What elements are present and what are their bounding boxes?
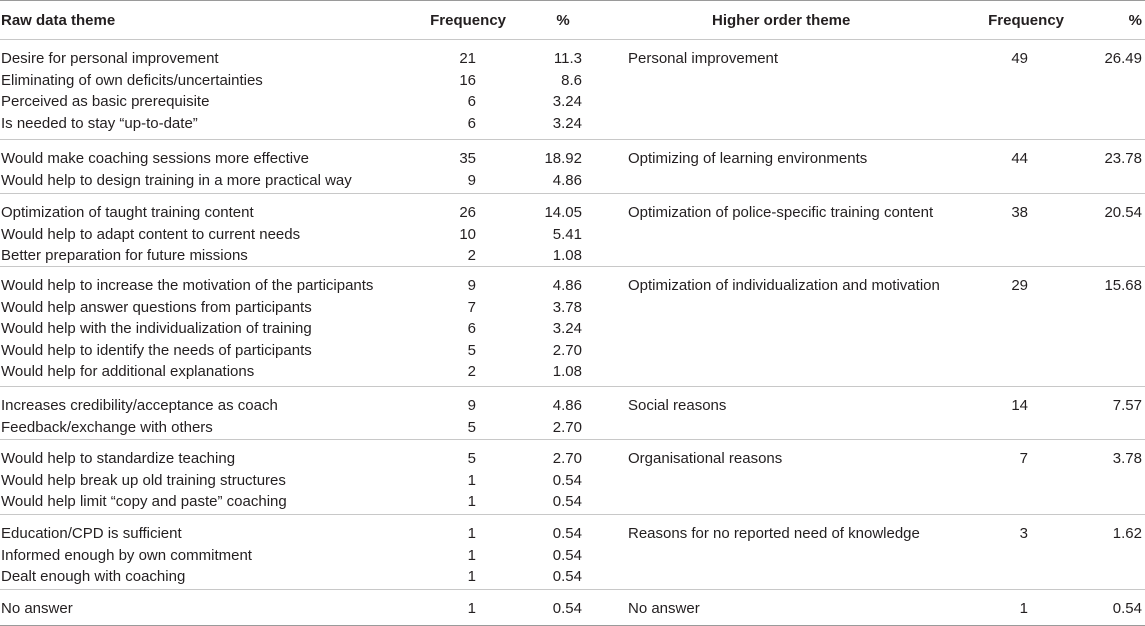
percent-cell: 3.24 <box>552 320 582 337</box>
percent-cell: 11.3 <box>553 50 582 67</box>
frequency-cell: 35 <box>459 150 476 167</box>
frequency-cell: 9 <box>467 277 476 294</box>
higher-frequency-cell: 44 <box>1011 150 1028 167</box>
table-group <box>0 40 1145 140</box>
frequency-cell: 26 <box>459 204 476 221</box>
higher-theme-cell: No answer <box>628 600 700 617</box>
higher-theme-cell: Social reasons <box>628 397 727 414</box>
frequency-cell: 5 <box>467 450 476 467</box>
percent-cell: 0.54 <box>552 525 582 542</box>
header-higher-frequency: Frequency <box>988 12 1064 29</box>
percent-cell: 2.70 <box>552 341 582 359</box>
higher-frequency-cell: 49 <box>1011 50 1028 67</box>
frequency-cell: 5 <box>467 418 476 436</box>
percent-cell: 3.24 <box>552 93 582 110</box>
table-group <box>0 515 1145 590</box>
higher-theme-cell: Reasons for no reported need of knowledge <box>628 525 920 542</box>
percent-cell: 0.54 <box>552 568 582 585</box>
frequency-cell: 2 <box>467 247 476 264</box>
raw-theme-cell: Would help to increase the motivation of the participants <box>1 277 374 294</box>
header-frequency: Frequency <box>430 12 506 29</box>
higher-theme-cell: Optimization of individualization and motivation <box>628 277 940 294</box>
table-group <box>0 440 1145 515</box>
higher-percent-cell: 0.54 <box>1112 600 1142 617</box>
raw-theme-cell: Eliminating of own deficits/uncertainties <box>1 71 263 89</box>
table-group <box>0 387 1145 440</box>
higher-frequency-cell: 14 <box>1011 397 1028 414</box>
raw-theme-cell: Would make coaching sessions more effective <box>1 150 309 167</box>
frequency-cell: 1 <box>467 546 476 564</box>
raw-theme-cell: Would help limit “copy and paste” coaching <box>1 493 287 510</box>
frequency-cell: 7 <box>467 298 476 316</box>
percent-cell: 4.86 <box>552 397 582 414</box>
raw-theme-cell: Would help to adapt content to current needs <box>1 225 301 243</box>
higher-frequency-cell: 7 <box>1019 450 1028 467</box>
percent-cell: 0.54 <box>552 546 582 564</box>
percent-cell: 18.92 <box>544 150 582 167</box>
frequency-cell: 6 <box>467 93 476 110</box>
raw-theme-cell: No answer <box>1 600 73 617</box>
higher-frequency-cell: 3 <box>1019 525 1028 542</box>
higher-percent-cell: 23.78 <box>1104 150 1142 167</box>
raw-theme-cell: Desire for personal improvement <box>1 50 219 67</box>
raw-theme-cell: Would help to standardize teaching <box>1 450 236 467</box>
header-higher-percent: % <box>1128 12 1142 29</box>
percent-cell: 4.86 <box>552 277 582 294</box>
frequency-cell: 9 <box>467 171 476 189</box>
raw-theme-cell: Would help with the individualization of training <box>1 320 312 337</box>
higher-theme-cell: Optimization of police-specific training content <box>628 204 934 221</box>
percent-cell: 2.70 <box>552 450 582 467</box>
frequency-cell: 10 <box>459 225 476 243</box>
frequency-cell: 16 <box>459 71 476 89</box>
higher-percent-cell: 20.54 <box>1104 204 1142 221</box>
higher-frequency-cell: 38 <box>1011 204 1028 221</box>
higher-percent-cell: 15.68 <box>1104 277 1142 294</box>
raw-theme-cell: Is needed to stay “up-to-date” <box>1 114 198 132</box>
higher-percent-cell: 1.62 <box>1112 525 1142 542</box>
frequency-cell: 1 <box>467 471 476 489</box>
raw-theme-cell: Education/CPD is sufficient <box>1 525 182 542</box>
raw-theme-cell: Increases credibility/acceptance as coach <box>1 397 278 414</box>
percent-cell: 0.54 <box>552 493 582 510</box>
raw-theme-cell: Would help to design training in a more practical way <box>1 171 352 189</box>
raw-theme-cell: Better preparation for future missions <box>1 247 248 264</box>
percent-cell: 1.08 <box>552 363 582 380</box>
percent-cell: 3.78 <box>552 298 582 316</box>
raw-theme-cell: Dealt enough with coaching <box>1 568 186 585</box>
frequency-cell: 2 <box>467 363 476 380</box>
frequency-cell: 1 <box>467 493 476 510</box>
higher-frequency-cell: 29 <box>1011 277 1028 294</box>
percent-cell: 14.05 <box>544 204 582 221</box>
frequency-cell: 1 <box>467 525 476 542</box>
higher-frequency-cell: 1 <box>1019 600 1028 617</box>
raw-theme-cell: Would help to identify the needs of participants <box>1 341 312 359</box>
frequency-cell: 5 <box>467 341 476 359</box>
table-group <box>0 267 1145 387</box>
raw-theme-cell: Feedback/exchange with others <box>1 418 213 436</box>
percent-cell: 4.86 <box>552 171 582 189</box>
frequency-cell: 6 <box>467 320 476 337</box>
percent-cell: 2.70 <box>552 418 582 436</box>
higher-percent-cell: 7.57 <box>1112 397 1142 414</box>
percent-cell: 5.41 <box>552 225 582 243</box>
higher-percent-cell: 26.49 <box>1104 50 1142 67</box>
header-raw-theme: Raw data theme <box>1 12 116 29</box>
percent-cell: 3.24 <box>552 114 582 132</box>
higher-theme-cell: Organisational reasons <box>628 450 783 467</box>
table-header <box>0 0 1145 40</box>
frequency-cell: 6 <box>467 114 476 132</box>
percent-cell: 0.54 <box>552 600 582 617</box>
raw-theme-cell: Would help break up old training structures <box>1 471 286 489</box>
raw-theme-cell: Would help answer questions from participants <box>1 298 312 316</box>
percent-cell: 1.08 <box>552 247 582 264</box>
table-group <box>0 590 1145 626</box>
raw-theme-cell: Perceived as basic prerequisite <box>1 93 210 110</box>
header-percent: % <box>556 12 570 29</box>
frequency-cell: 9 <box>467 397 476 414</box>
percent-cell: 0.54 <box>552 471 582 489</box>
frequency-cell: 1 <box>467 600 476 617</box>
percent-cell: 8.6 <box>561 71 582 89</box>
higher-theme-cell: Optimizing of learning environments <box>628 150 868 167</box>
higher-theme-cell: Personal improvement <box>628 50 779 67</box>
raw-theme-cell: Informed enough by own commitment <box>1 546 252 564</box>
frequency-cell: 1 <box>467 568 476 585</box>
raw-theme-cell: Would help for additional explanations <box>1 363 255 380</box>
table-group <box>0 194 1145 267</box>
raw-theme-cell: Optimization of taught training content <box>1 204 254 221</box>
table-group <box>0 140 1145 194</box>
header-higher-theme: Higher order theme <box>712 12 851 29</box>
frequency-cell: 21 <box>459 50 476 67</box>
higher-percent-cell: 3.78 <box>1112 450 1142 467</box>
